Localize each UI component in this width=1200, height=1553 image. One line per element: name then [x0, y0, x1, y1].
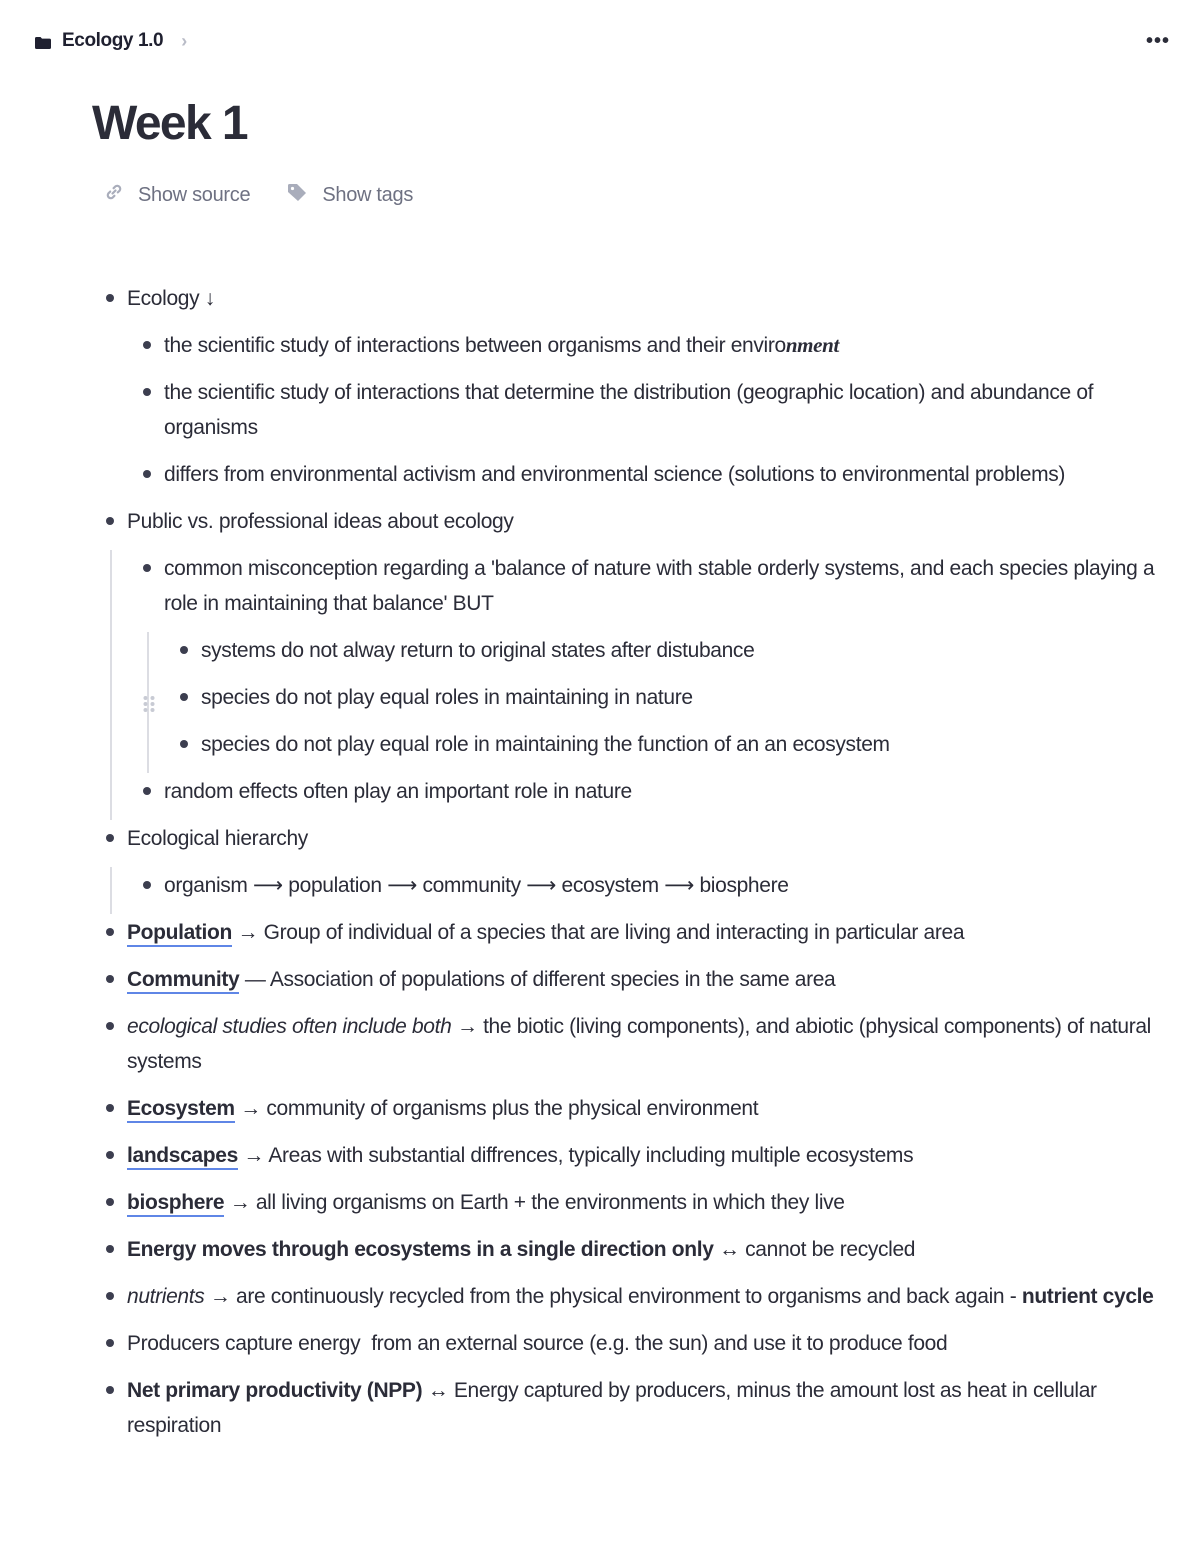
list-item-ecology[interactable]: [104, 280, 1184, 503]
bullet-icon[interactable]: [143, 787, 151, 795]
link-icon: [104, 182, 124, 208]
public-children: [141, 550, 1184, 820]
row-energy[interactable]: [104, 1231, 1184, 1278]
breadcrumb[interactable]: [34, 30, 187, 52]
row-random[interactable]: [141, 773, 1184, 820]
misconception-text: common misconception regarding a 'balance of nature with stable orderly systems, and each species playing a role in maintaining that balance' BUT: [164, 557, 1155, 615]
ecology-def2-text: the scientific study of interactions that determine the distribution (geographic location) and abundance of organisms: [164, 381, 1094, 439]
community-link[interactable]: Community: [127, 968, 239, 994]
ecology-def1-text: the scientific study of interactions between organisms and their enviro: [164, 334, 786, 357]
producers-text: Producers capture energy from an external source (e.g. the sun) and use it to produce food: [127, 1332, 948, 1355]
bullet-icon[interactable]: [106, 1386, 114, 1394]
tag-icon: [286, 182, 308, 208]
row-npp[interactable]: [104, 1372, 1184, 1454]
top-bar: [34, 26, 1170, 56]
row-ecology-def3[interactable]: [141, 456, 1184, 503]
page-title: Week 1: [92, 97, 247, 150]
row-ecology-def1[interactable]: [141, 327, 1184, 374]
ecology-def3-text: differs from environmental activism and environmental science (solutions to environmental problems): [164, 463, 1066, 486]
bullet-icon[interactable]: [106, 975, 114, 983]
list-item[interactable]: [178, 726, 1184, 773]
bullet-icon[interactable]: [143, 881, 151, 889]
row-sub1[interactable]: [178, 632, 1184, 679]
bullet-icon[interactable]: [106, 1151, 114, 1159]
bullet-icon[interactable]: [106, 928, 114, 936]
list-item-landscapes[interactable]: [104, 1137, 1184, 1184]
list-item-population[interactable]: [104, 914, 1184, 961]
bullet-icon[interactable]: [106, 1104, 114, 1112]
list-item-community[interactable]: [104, 961, 1184, 1008]
landscapes-link[interactable]: landscapes: [127, 1144, 238, 1170]
more-options-icon[interactable]: •••: [1145, 29, 1170, 52]
bullet-icon[interactable]: [106, 1292, 114, 1300]
indent-guide: [110, 550, 112, 820]
show-tags-label: Show tags: [322, 183, 414, 206]
population-text: → Group of individual of a species that are living and interacting in particular area: [232, 921, 965, 944]
row-sub3[interactable]: [178, 726, 1184, 773]
bullet-icon[interactable]: [180, 646, 188, 654]
npp-bold: Net primary productivity (NPP): [127, 1379, 423, 1402]
bullet-icon[interactable]: [180, 693, 188, 701]
public-label: Public vs. professional ideas about ecology: [127, 510, 514, 533]
npp-text: ↔ Energy captured by producers, minus the amount lost as heat in cellular respiration: [127, 1379, 1097, 1437]
community-text: — Association of populations of different species in the same area: [239, 968, 836, 991]
list-item-hierarchy[interactable]: [104, 820, 1184, 914]
row-chain[interactable]: [141, 867, 1184, 914]
row-community[interactable]: [104, 961, 1184, 1008]
row-ecology[interactable]: [104, 280, 1184, 327]
row-hierarchy[interactable]: [104, 820, 1184, 867]
bullet-icon[interactable]: [143, 564, 151, 572]
list-item[interactable]: [141, 550, 1184, 773]
energy-bold: Energy moves through ecosystems in a single direction only: [127, 1238, 714, 1261]
row-landscapes[interactable]: [104, 1137, 1184, 1184]
misconception-children: [178, 632, 1184, 773]
row-studies[interactable]: [104, 1008, 1184, 1090]
list-item-producers[interactable]: [104, 1325, 1184, 1372]
bullet-icon[interactable]: [106, 1198, 114, 1206]
bullet-icon[interactable]: [106, 1339, 114, 1347]
studies-lead: ecological studies often include both: [127, 1015, 452, 1038]
ecology-label: Ecology ↓: [127, 287, 215, 310]
list-item-npp[interactable]: [104, 1372, 1184, 1454]
chevron-right-icon: ›: [181, 30, 187, 51]
show-source-label: Show source: [138, 183, 251, 206]
show-tags-button[interactable]: [286, 182, 413, 208]
bullet-icon[interactable]: [106, 834, 114, 842]
bullet-icon[interactable]: [106, 294, 114, 302]
hierarchy-label: Ecological hierarchy: [127, 827, 308, 850]
page-meta: [104, 182, 413, 208]
row-biosphere[interactable]: [104, 1184, 1184, 1231]
bullet-icon[interactable]: [180, 740, 188, 748]
ecosystem-text: → community of organisms plus the physical environment: [234, 1097, 759, 1120]
row-population[interactable]: [104, 914, 1184, 961]
list-item[interactable]: [141, 374, 1184, 456]
breadcrumb-workspace[interactable]: Ecology 1.0: [62, 30, 164, 51]
row-misconception[interactable]: [141, 550, 1184, 632]
hierarchy-children: [141, 867, 1184, 914]
sub3-text: species do not play equal role in maintaining the function of an an ecosystem: [201, 733, 890, 756]
bullet-icon[interactable]: [143, 341, 151, 349]
hierarchy-chain: organism ⟶ population ⟶ community ⟶ ecosystem ⟶ biosphere: [164, 874, 789, 897]
list-item[interactable]: [141, 773, 1184, 820]
list-item[interactable]: [141, 327, 1184, 374]
sub2-text: species do not play equal roles in maintaining in nature: [201, 686, 693, 709]
energy-text: ↔ cannot be recycled: [713, 1238, 916, 1261]
bullet-icon[interactable]: [106, 1245, 114, 1253]
row-ecosystem[interactable]: [104, 1090, 1184, 1137]
folder-icon: [34, 34, 52, 48]
sub1-text: systems do not alway return to original states after distubance: [201, 639, 755, 662]
list-item[interactable]: [141, 456, 1184, 503]
list-item-energy[interactable]: [104, 1231, 1184, 1278]
landscapes-text: → Areas with substantial diffrences, typically including multiple ecosystems: [237, 1144, 914, 1167]
show-source-button[interactable]: [104, 182, 250, 208]
list-item-nutrients[interactable]: [104, 1278, 1184, 1325]
bullet-icon[interactable]: [106, 517, 114, 525]
list-item-studies[interactable]: [104, 1008, 1184, 1090]
list-item-ecosystem[interactable]: [104, 1090, 1184, 1137]
list-item-public[interactable]: [104, 503, 1184, 820]
ecology-def1-emphasis: nment: [785, 333, 839, 357]
row-nutrients[interactable]: [104, 1278, 1184, 1325]
bullet-icon[interactable]: [106, 1022, 114, 1030]
row-ecology-def2[interactable]: [141, 374, 1184, 456]
outline-list: [104, 280, 1184, 1454]
nutrients-text: → are continuously recycled from the physical environment to organisms and back again -: [204, 1285, 1022, 1308]
bullet-icon[interactable]: [143, 470, 151, 478]
list-item[interactable]: [178, 679, 1184, 726]
bullet-icon[interactable]: [143, 388, 151, 396]
random-text: random effects often play an important role in nature: [164, 780, 632, 803]
list-item[interactable]: [141, 867, 1184, 914]
biosphere-link[interactable]: biosphere: [127, 1191, 224, 1217]
list-item[interactable]: [178, 632, 1184, 679]
ecosystem-link[interactable]: Ecosystem: [127, 1097, 235, 1123]
row-public[interactable]: [104, 503, 1184, 550]
nutrients-bold: nutrient cycle: [1021, 1285, 1154, 1308]
outline: [104, 280, 1184, 1454]
list-item-biosphere[interactable]: [104, 1184, 1184, 1231]
population-link[interactable]: Population: [127, 921, 232, 947]
studies-text: → the biotic (living components), and abiotic (physical components) of natural systems: [127, 1015, 1152, 1073]
ecology-children: [141, 327, 1184, 503]
drag-handle-icon[interactable]: [142, 689, 156, 707]
biosphere-text: → all living organisms on Earth + the environments in which they live: [224, 1191, 845, 1214]
row-sub2[interactable]: [178, 679, 1184, 726]
row-producers[interactable]: [104, 1325, 1184, 1372]
indent-guide: [110, 867, 112, 914]
nutrients-lead: nutrients: [127, 1285, 205, 1308]
